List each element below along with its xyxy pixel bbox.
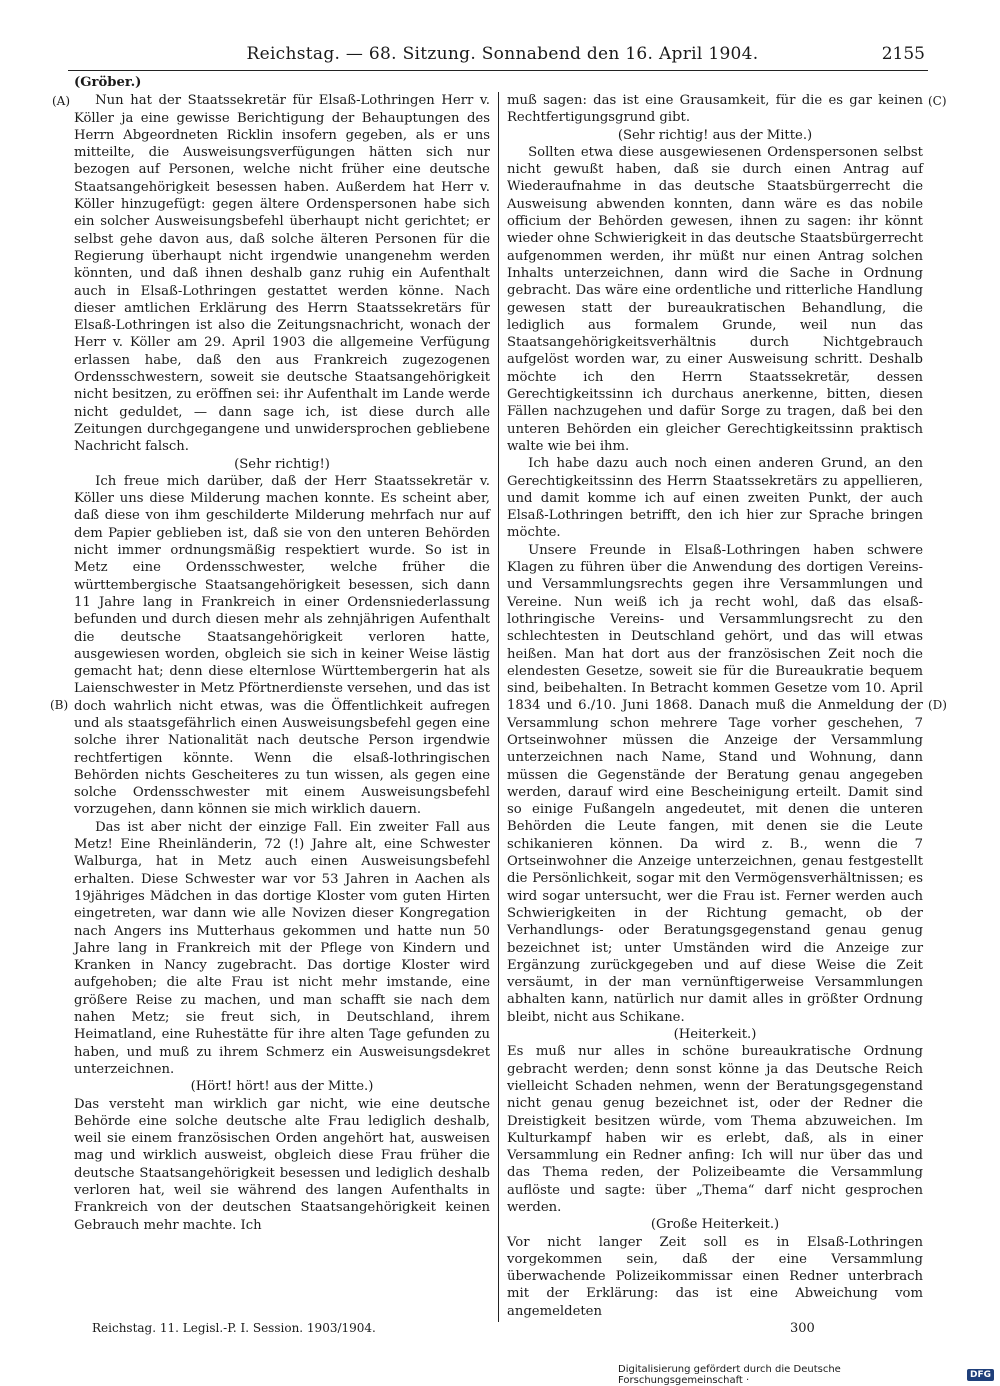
paragraph: muß sagen: das ist eine Grausamkeit, für die es gar keinen Rechtfertigungsgrund gibt.: [507, 93, 923, 126]
right-column: [507, 92, 923, 1320]
header-rule: [68, 70, 928, 71]
paragraph: Unsere Freunde in Elsaß-Lothringen haben schwere Klagen zu führen über die Anwendung des dortigen Vereins- und Versammlungsrechts gegen ihre Versammlungen und Vereine. Nun weiß ich ja recht wohl, daß das elsaß-lothringische Vereins- und Versammlungsrecht zu den schlechtesten in Deutschland gehört, und das will etwas heißen. Man hat dort aus der französischen Zeit noch die elendesten Gesetze, soweit sie für die Bureaukratie bequem sind, beibehalten. In Betracht kommen Gesetze vom 10. April 1834 und 6./10. Juni 1868. Danach muß die Anmeldung der Versammlung schon mehrere Tage vorher geschehen, 7 Ortseinwohner müssen die Anzeige der Versammlung unterzeichnen nach Name, Stand und Wohnung, dann müssen die Gegenstände der Beratung genau angegeben werden, darauf wird eine Bescheinigung erteilt. Damit sind so einige Fußangeln angedeutet, mit denen die unteren Behörden die Leute fangen, mit denen sie die Leute schikanieren können. Da wird z. B., wenn die 7 Ortseinwohner die Anzeige unterzeichnen, genau festgestellt die Persönlichkeit, sogar mit den Vermögensverhältnissen; es wird sogar untersucht, wer die Frau ist. Ferner werden auch Schwierigkeiten in der Richtung gemacht, ob der Verhandlungs- oder Beratungsgegenstand genau genug bezeichnet ist; unter Umständen wird die Anzeige zur Ergänzung zurückgegeben und auf diese Weise die Zeit versäumt, in der man vernünftigerweise Versammlungen abhalten kann, natürlich nur damit alles in größter Ordnung bleibt, nicht aus Schikane.: [507, 542, 923, 1025]
running-header: [80, 44, 925, 68]
interjection: (Sehr richtig!): [234, 456, 330, 472]
paragraph: Nun hat der Staatssekretär für Elsaß-Lothringen Herr v. Köller ja eine gewisse Berichtigung der Behauptungen des Herrn Abgeordneten Ricklin insofern gegeben, als er uns mitteilte, die Ausweisungsverfügungen hätten sich nur bezogen auf Personen, welche nicht früher eine deutsche Staatsangehörigkeit besessen haben. Außerdem hat Herr v. Köller hinzugefügt: gegen ältere Ordenspersonen habe sich ein solcher Ausweisungsbefehl überhaupt nicht gerichtet; er selbst gehe davon aus, daß solche älteren Personen für die Regierung überhaupt nicht irgendwie unangenehm werden könnten, und daß ihnen deshalb ganz ruhig ein Aufenthalt auch in Elsaß-Lothringen gestattet werden könne. Nach dieser amtlichen Erklärung des Herrn Staatssekretärs für Elsaß-Lothringen ist also die Zeitungsnachricht, wonach der Herr v. Köller am 29. April 1903 die allgemeine Verfügung erlassen habe, daß den aus Frankreich zugezogenen Ordensschwestern, soweit sie deutsche Staatsangehörigkeit nicht besitzen, zu eröffnen sei: ihr Aufenthalt im Lande werde nicht geduldet, — dann sage ich, ist diese durch alle Zeitungen durchgegangene und unwidersprochen gebliebene Nachricht falsch.: [74, 93, 490, 455]
paragraph: Vor nicht langer Zeit soll es in Elsaß-Lothringen vorgekommen sein, daß der eine Versammlung überwachende Polizeikommissar einen Redner unterbrach mit der Erklärung: das ist eine Abweichung vom angemeldeten: [507, 1234, 923, 1319]
interjection: (Heiterkeit.): [673, 1027, 757, 1043]
footer-sheet-number: 300: [790, 1321, 815, 1336]
margin-mark-a: (A): [52, 94, 71, 108]
paragraph: Ich freue mich darüber, daß der Herr Staatssekretär v. Köller uns diese Milderung machen konnte. Es scheint aber, daß diese von ihm geschilderte Milderung mehrfach nur auf dem Papier geblieben ist, daß sie von den unteren Behörden nicht immer ordnungsmäßig respektiert wurde. So ist in Metz eine Ordensschwester, welche früher die württembergische Staatsangehörigkeit besessen, sich dann 11 Jahre lang in Frankreich in einer Ordensniederlassung befunden und durch diesen mehr als zehnjährigen Aufenthalt die deutsche Staatsangehörigkeit verloren hatte, ausgewiesen worden, obgleich sie sich in keiner Weise lästig gemacht hat; denn diese elternlose Württembergerin hat als Laienschwester in Metz Pförtnerdienste versehen, und das ist doch wahrlich nicht etwas, was die Öffentlichkeit aufregen und als staatsgefährlich einen Ausweisungsbefehl gegen eine solche ihrer Nationalität nach deutsche Person irgendwie rechtfertigen könnte. Wenn die elsaß-lothringischen Behörden nichts Gescheiteres zu tun wissen, als gegen eine solche Ordensschwester mit einem Ausweisungsbefehl vorzugehen, dann können sie mich wirklich dauern.: [74, 473, 490, 818]
interjection: (Große Heiterkeit.): [650, 1217, 780, 1233]
page-number: 2155: [881, 44, 925, 64]
column-divider: [498, 92, 499, 1322]
paragraph: Es muß nur alles in schöne bureaukratische Ordnung gebracht werden; denn sonst könne ja das Deutsche Reich vielleicht Schaden nehmen, wenn der Beratungsgegenstand nicht genau genug bezeichnet ist, oder der Redner die Dreistigkeit besitzen würde, vom Thema abzuweichen. Im Kulturkampf haben wir es erlebt, daß, als in einer Versammlung ein Redner anfing: Ich will nur über das und das Thema reden, der Polizeibeamte die Versammlung auflöste und sagte: über „Thema“ darf nicht gesprochen werden.: [507, 1044, 923, 1215]
left-column: [74, 74, 490, 1234]
margin-mark-d: (D): [928, 698, 947, 712]
header-title: Reichstag. — 68. Sitzung. Sonnabend den 16. April 1904.: [246, 44, 759, 64]
paragraph: Ich habe dazu auch noch einen anderen Grund, an den Gerechtigkeitssinn des Herrn Staatssekretärs zu appellieren, und damit komme ich auf einen zweiten Punkt, der auch Elsaß-Lothringen betrifft, den ich hier zur Sprache bringen möchte.: [507, 456, 923, 541]
paragraph: Sollten etwa diese ausgewiesenen Ordenspersonen selbst nicht gewußt haben, daß sie durch einen Antrag auf Wiederaufnahme in das deutsche Staatsbürgerrecht die Ausweisung abwenden konnten, dann wäre es das nobile officium der Behörden gewesen, ihnen zu sagen: ihr könnt wieder ohne Schwierigkeit in das deutsche Staatsbürgerrecht aufgenommen werden, ihr müßt nur einen Antrag solchen Inhalts unterzeichnen, dann wird die Sache in Ordnung gebracht. Das wäre eine ordentliche und ritterliche Handlung gewesen statt der bureaukratischen Behandlung, die lediglich aus formalem Grunde, weil nun das Staatsangehörigkeitsverhältnis durch Nichtgebrauch aufgelöst worden war, zu einer Ausweisung schritt. Deshalb möchte ich den Herrn Staatssekretär, dessen Gerechtigkeitssinn ich durchaus anerkenne, bitten, diesen Fällen nachzugehen und dafür Sorge zu tragen, daß bei den unteren Behörden ein gleicher Gerechtigkeitssinn praktisch walte wie bei ihm.: [507, 144, 923, 454]
dfg-logo: DFG: [967, 1369, 994, 1381]
margin-mark-b: (B): [50, 698, 69, 712]
interjection: (Sehr richtig! aus der Mitte.): [617, 127, 813, 143]
digitization-text: Digitalisierung gefördert durch die Deutsche Forschungsgemeinschaft ·: [618, 1364, 841, 1386]
speaker-name: (Gröber.): [74, 75, 142, 90]
footer-session-info: Reichstag. 11. Legisl.-P. I. Session. 1903/1904.: [92, 1321, 376, 1335]
interjection: (Hört! hört! aus der Mitte.): [190, 1079, 374, 1095]
paragraph: Das versteht man wirklich gar nicht, wie eine deutsche Behörde eine solche deutsche alte Frau lediglich deshalb, weil sie einem französischen Orden angehört hat, ausweisen mag und wirklich ausweist, obgleich diese Frau früher die deutsche Staatsangehörigkeit besessen und lediglich deshalb verloren hat, weil sie während des langen Aufenthalts in Frankreich von der deutschen Staatsangehörigkeit keinen Gebrauch mehr machte. Ich: [74, 1096, 490, 1233]
margin-mark-c: (C): [928, 94, 947, 108]
paragraph: Das ist aber nicht der einzige Fall. Ein zweiter Fall aus Metz! Eine Rheinländerin, 72 (!) Jahre alt, eine Schwester Walburga, hat in Metz auch einen Ausweisungsbefehl erhalten. Diese Schwester war vor 53 Jahren in Aachen als 19jähriges Mädchen in das dortige Kloster vom guten Hirten eingetreten, war dann wie alle Novizen dieser Kongregation nach Angers ins Mutterhaus gekommen und hatte nun 50 Jahre lang in Frankreich mit der Pflege von Kindern und Kranken in Nancy zugebracht. Das dortige Kloster wird aufgehoben; die alte Frau ist nicht mehr imstande, eine größere Reise zu machen, und man schafft sie nach dem nahen Metz; sie freut sich, in Deutschland, ihrem Heimatland, eine Ruhestätte für ihre alten Tage gefunden zu haben, und muß zu ihrem Schmerz ein Ausweisungsdekret unterzeichnen.: [74, 819, 490, 1077]
